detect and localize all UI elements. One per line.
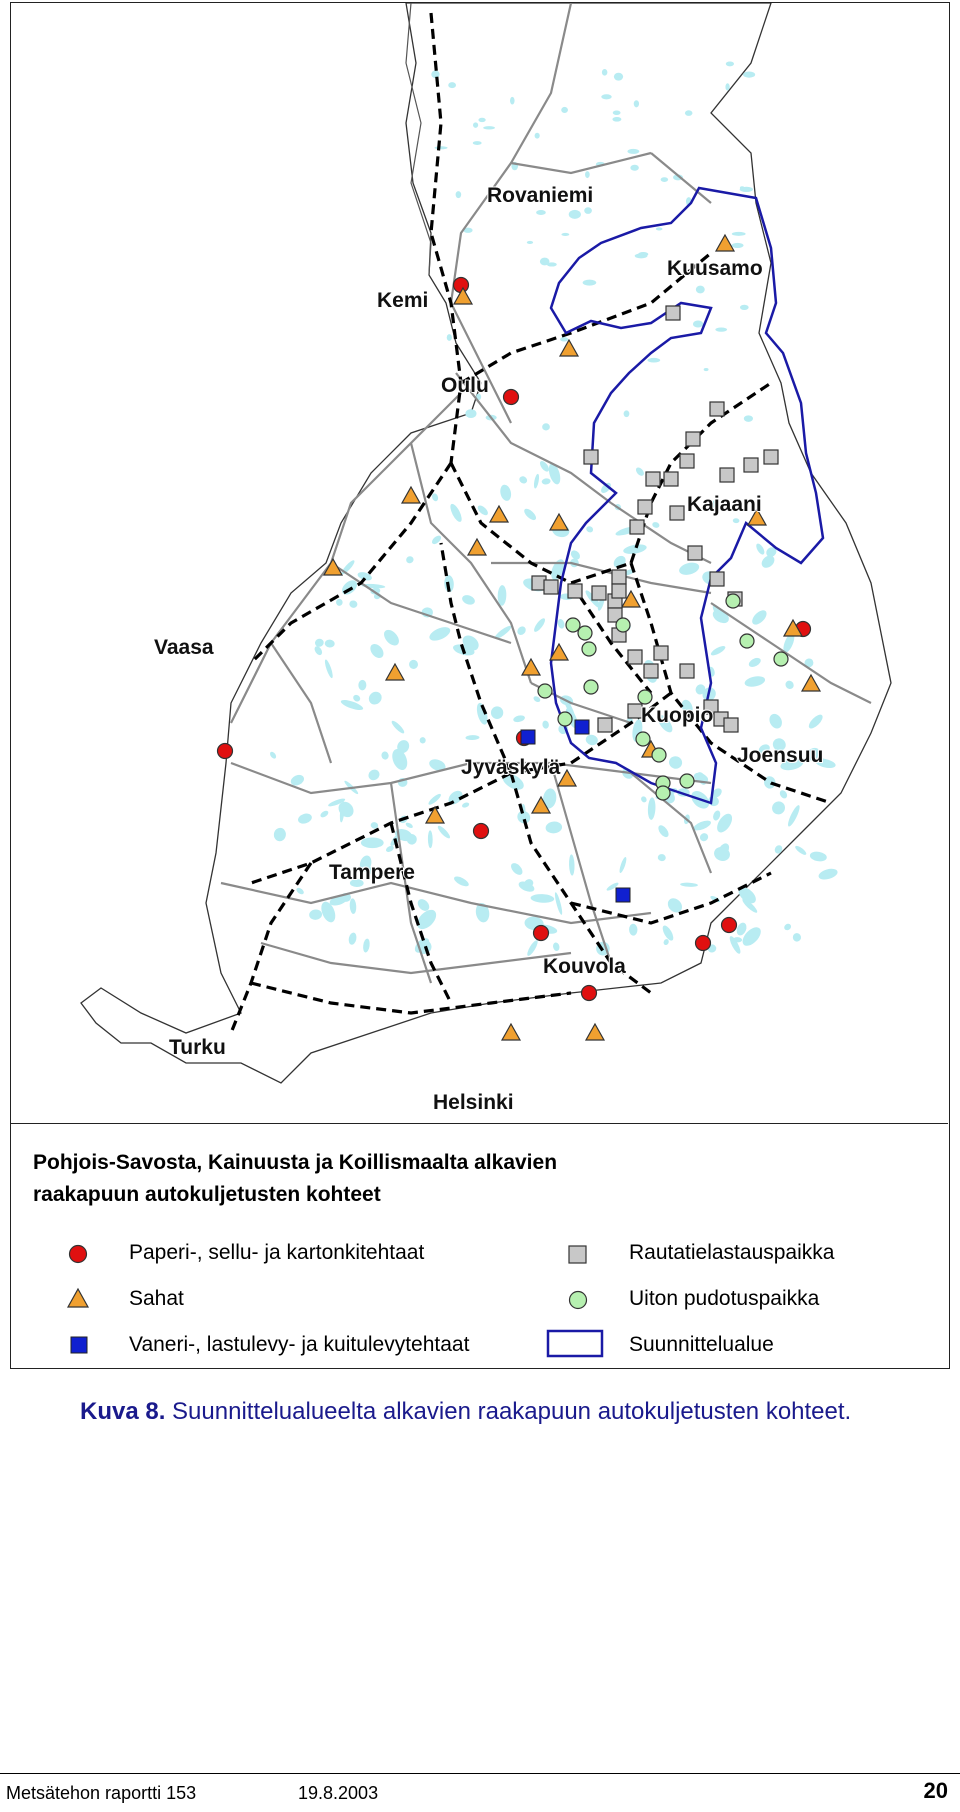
- floating-point-marker: [616, 618, 630, 632]
- rail-loading-marker: [680, 454, 694, 468]
- floating-point-marker: [680, 774, 694, 788]
- lake: [726, 61, 734, 66]
- city-label-kemi: Kemi: [377, 289, 429, 312]
- lake: [743, 71, 755, 77]
- lake: [715, 327, 727, 331]
- footer-date: 19.8.2003: [298, 1783, 379, 1803]
- lake: [744, 415, 753, 422]
- green-circle-icon: [567, 1289, 589, 1311]
- lake: [740, 186, 744, 189]
- floating-point-marker: [538, 684, 552, 698]
- legend-label-plywood-mills: Vaneri-, lastulevy- ja kuitulevytehtaat: [129, 1333, 470, 1356]
- lake: [612, 117, 621, 122]
- floating-point-marker: [582, 642, 596, 656]
- lake: [536, 210, 546, 215]
- lake: [725, 83, 729, 90]
- rail-loading-marker: [644, 664, 658, 678]
- lake: [624, 410, 630, 417]
- city-label-jyvaskyla: Jyväskylä: [461, 756, 561, 779]
- lake: [447, 334, 452, 341]
- legend-label-paper-mills: Paperi-, sellu- ja kartonkitehtaat: [129, 1241, 425, 1264]
- lake: [569, 210, 581, 219]
- gray-square-icon: [567, 1244, 589, 1266]
- legend-title: [33, 1147, 773, 1211]
- plywood-mill-marker: [575, 720, 589, 734]
- sawmill-marker: [586, 1024, 604, 1040]
- floating-point-marker: [726, 594, 740, 608]
- lake: [561, 107, 568, 113]
- lake: [656, 227, 663, 230]
- rail-loading-marker: [584, 450, 598, 464]
- lake: [794, 844, 808, 856]
- city-label-tampere: Tampere: [329, 861, 415, 884]
- lake: [817, 867, 838, 882]
- city-label-turku: Turku: [169, 1036, 226, 1059]
- rail-loading-marker: [686, 432, 700, 446]
- floating-point-marker: [566, 618, 580, 632]
- rail-loading-marker: [680, 664, 694, 678]
- rail-loading-marker: [654, 646, 668, 660]
- rail-loading-marker: [688, 546, 702, 560]
- rail-loading-marker: [670, 506, 684, 520]
- legend-label-rail-loading: Rautatielastauspaikka: [629, 1241, 835, 1264]
- city-label-joensuu: Joensuu: [737, 744, 824, 767]
- city-label-kuopio: Kuopio: [641, 704, 714, 727]
- lake: [732, 243, 744, 248]
- rail-loading-marker: [646, 472, 660, 486]
- legend: [11, 1125, 948, 1367]
- lake: [527, 241, 533, 244]
- rail-loading-marker: [764, 450, 778, 464]
- lake: [583, 280, 597, 286]
- rail-loading-marker: [710, 402, 724, 416]
- floating-point-marker: [558, 712, 572, 726]
- paper-mill-marker: [696, 936, 711, 951]
- paper-mill-marker: [722, 918, 737, 933]
- red-circle-icon: [67, 1243, 89, 1265]
- footer-divider: [0, 1773, 960, 1774]
- lake: [783, 922, 792, 931]
- rail-loading-marker: [598, 718, 612, 732]
- legend-title-line-2: raakapuun autokuljetusten kohteet: [33, 1183, 381, 1206]
- plywood-mill-marker: [616, 888, 630, 902]
- map-svg: [11, 3, 948, 1123]
- lake: [456, 191, 462, 198]
- rail-loading-marker: [568, 584, 582, 598]
- rail-loading-marker: [710, 572, 724, 586]
- paper-mill-marker: [504, 390, 519, 405]
- floating-point-marker: [774, 652, 788, 666]
- paper-mill-marker: [474, 824, 489, 839]
- lake: [704, 368, 709, 371]
- figure-frame: [10, 2, 950, 1369]
- blue-square-icon: [69, 1335, 89, 1355]
- floating-point-marker: [584, 680, 598, 694]
- lake: [491, 706, 503, 719]
- city-label-kouvola: Kouvola: [543, 955, 626, 978]
- rail-loading-marker: [630, 520, 644, 534]
- rail-loading-marker: [666, 306, 680, 320]
- lake: [809, 851, 827, 863]
- lake: [434, 146, 447, 149]
- lake: [614, 73, 623, 81]
- rail-loading-marker: [664, 472, 678, 486]
- city-label-kuusamo: Kuusamo: [667, 257, 763, 280]
- caption-label: Kuva 8.: [80, 1398, 166, 1425]
- lake: [661, 177, 668, 182]
- floating-point-marker: [652, 748, 666, 762]
- legend-label-sawmills: Sahat: [129, 1287, 184, 1310]
- rail-loading-marker: [638, 500, 652, 514]
- rail-loading-marker: [720, 468, 734, 482]
- lake: [560, 337, 568, 341]
- lake: [792, 933, 801, 942]
- paper-mill-marker: [454, 278, 469, 293]
- lake: [584, 207, 592, 214]
- lake: [478, 118, 485, 122]
- lake: [448, 82, 456, 88]
- sawmill-marker: [502, 1024, 520, 1040]
- paper-mill-marker: [582, 986, 597, 1001]
- floating-point-marker: [656, 786, 670, 800]
- city-label-rovaniemi: Rovaniemi: [487, 184, 594, 207]
- caption-text: Suunnittelualueelta alkavien raakapuun autokuljetusten kohteet.: [172, 1398, 852, 1425]
- lake: [547, 262, 557, 266]
- lake: [465, 409, 476, 418]
- lake: [510, 97, 515, 105]
- rail-loading-marker: [592, 586, 606, 600]
- lake: [638, 252, 648, 256]
- page-number: 20: [923, 1778, 948, 1803]
- lake: [473, 122, 478, 128]
- lake: [613, 110, 621, 115]
- city-label-helsinki: Helsinki: [433, 1091, 514, 1114]
- rail-loading-marker: [612, 584, 626, 598]
- legend-title-line-1: Pohjois-Savosta, Kainuusta ja Koillismaalta alkavien: [33, 1151, 558, 1174]
- lake: [647, 358, 660, 363]
- legend-label-floating-point: Uiton pudotuspaikka: [629, 1287, 820, 1310]
- rail-loading-marker: [744, 458, 758, 472]
- plywood-mill-marker: [521, 730, 535, 744]
- lake: [696, 286, 705, 294]
- lake: [561, 233, 569, 236]
- paper-mill-marker: [534, 926, 549, 941]
- legend-label-planning-area: Suunnittelualue: [629, 1333, 774, 1356]
- floating-point-marker: [636, 732, 650, 746]
- rail-loading-marker: [724, 718, 738, 732]
- lake: [602, 69, 608, 76]
- lake: [685, 110, 693, 116]
- lake: [630, 165, 638, 171]
- lake: [601, 94, 611, 99]
- lake: [732, 232, 746, 236]
- lake: [361, 837, 384, 848]
- finland-map: [11, 3, 948, 1124]
- lake: [473, 141, 482, 145]
- lake: [740, 305, 749, 310]
- floating-point-marker: [740, 634, 754, 648]
- floating-point-marker: [578, 626, 592, 640]
- orange-triangle-icon: [66, 1287, 90, 1309]
- figure-caption: [80, 1396, 900, 1427]
- lake: [627, 149, 639, 154]
- footer-report-name: Metsätehon raportti 153: [6, 1783, 197, 1803]
- rail-loading-marker: [612, 570, 626, 584]
- paper-mill-marker: [218, 744, 233, 759]
- floating-point-marker: [638, 690, 652, 704]
- rail-loading-marker: [544, 580, 558, 594]
- lake: [585, 171, 590, 178]
- city-label-oulu: Oulu: [441, 374, 489, 397]
- lake: [693, 320, 703, 327]
- rail-loading-marker: [628, 650, 642, 664]
- lake: [535, 133, 540, 139]
- rail-loading-marker: [628, 704, 642, 718]
- city-label-vaasa: Vaasa: [154, 636, 214, 659]
- outline-rectangle-icon: [546, 1329, 606, 1359]
- lake: [542, 423, 550, 430]
- lake: [483, 126, 495, 129]
- city-label-kajaani: Kajaani: [687, 493, 762, 516]
- lake: [634, 100, 639, 107]
